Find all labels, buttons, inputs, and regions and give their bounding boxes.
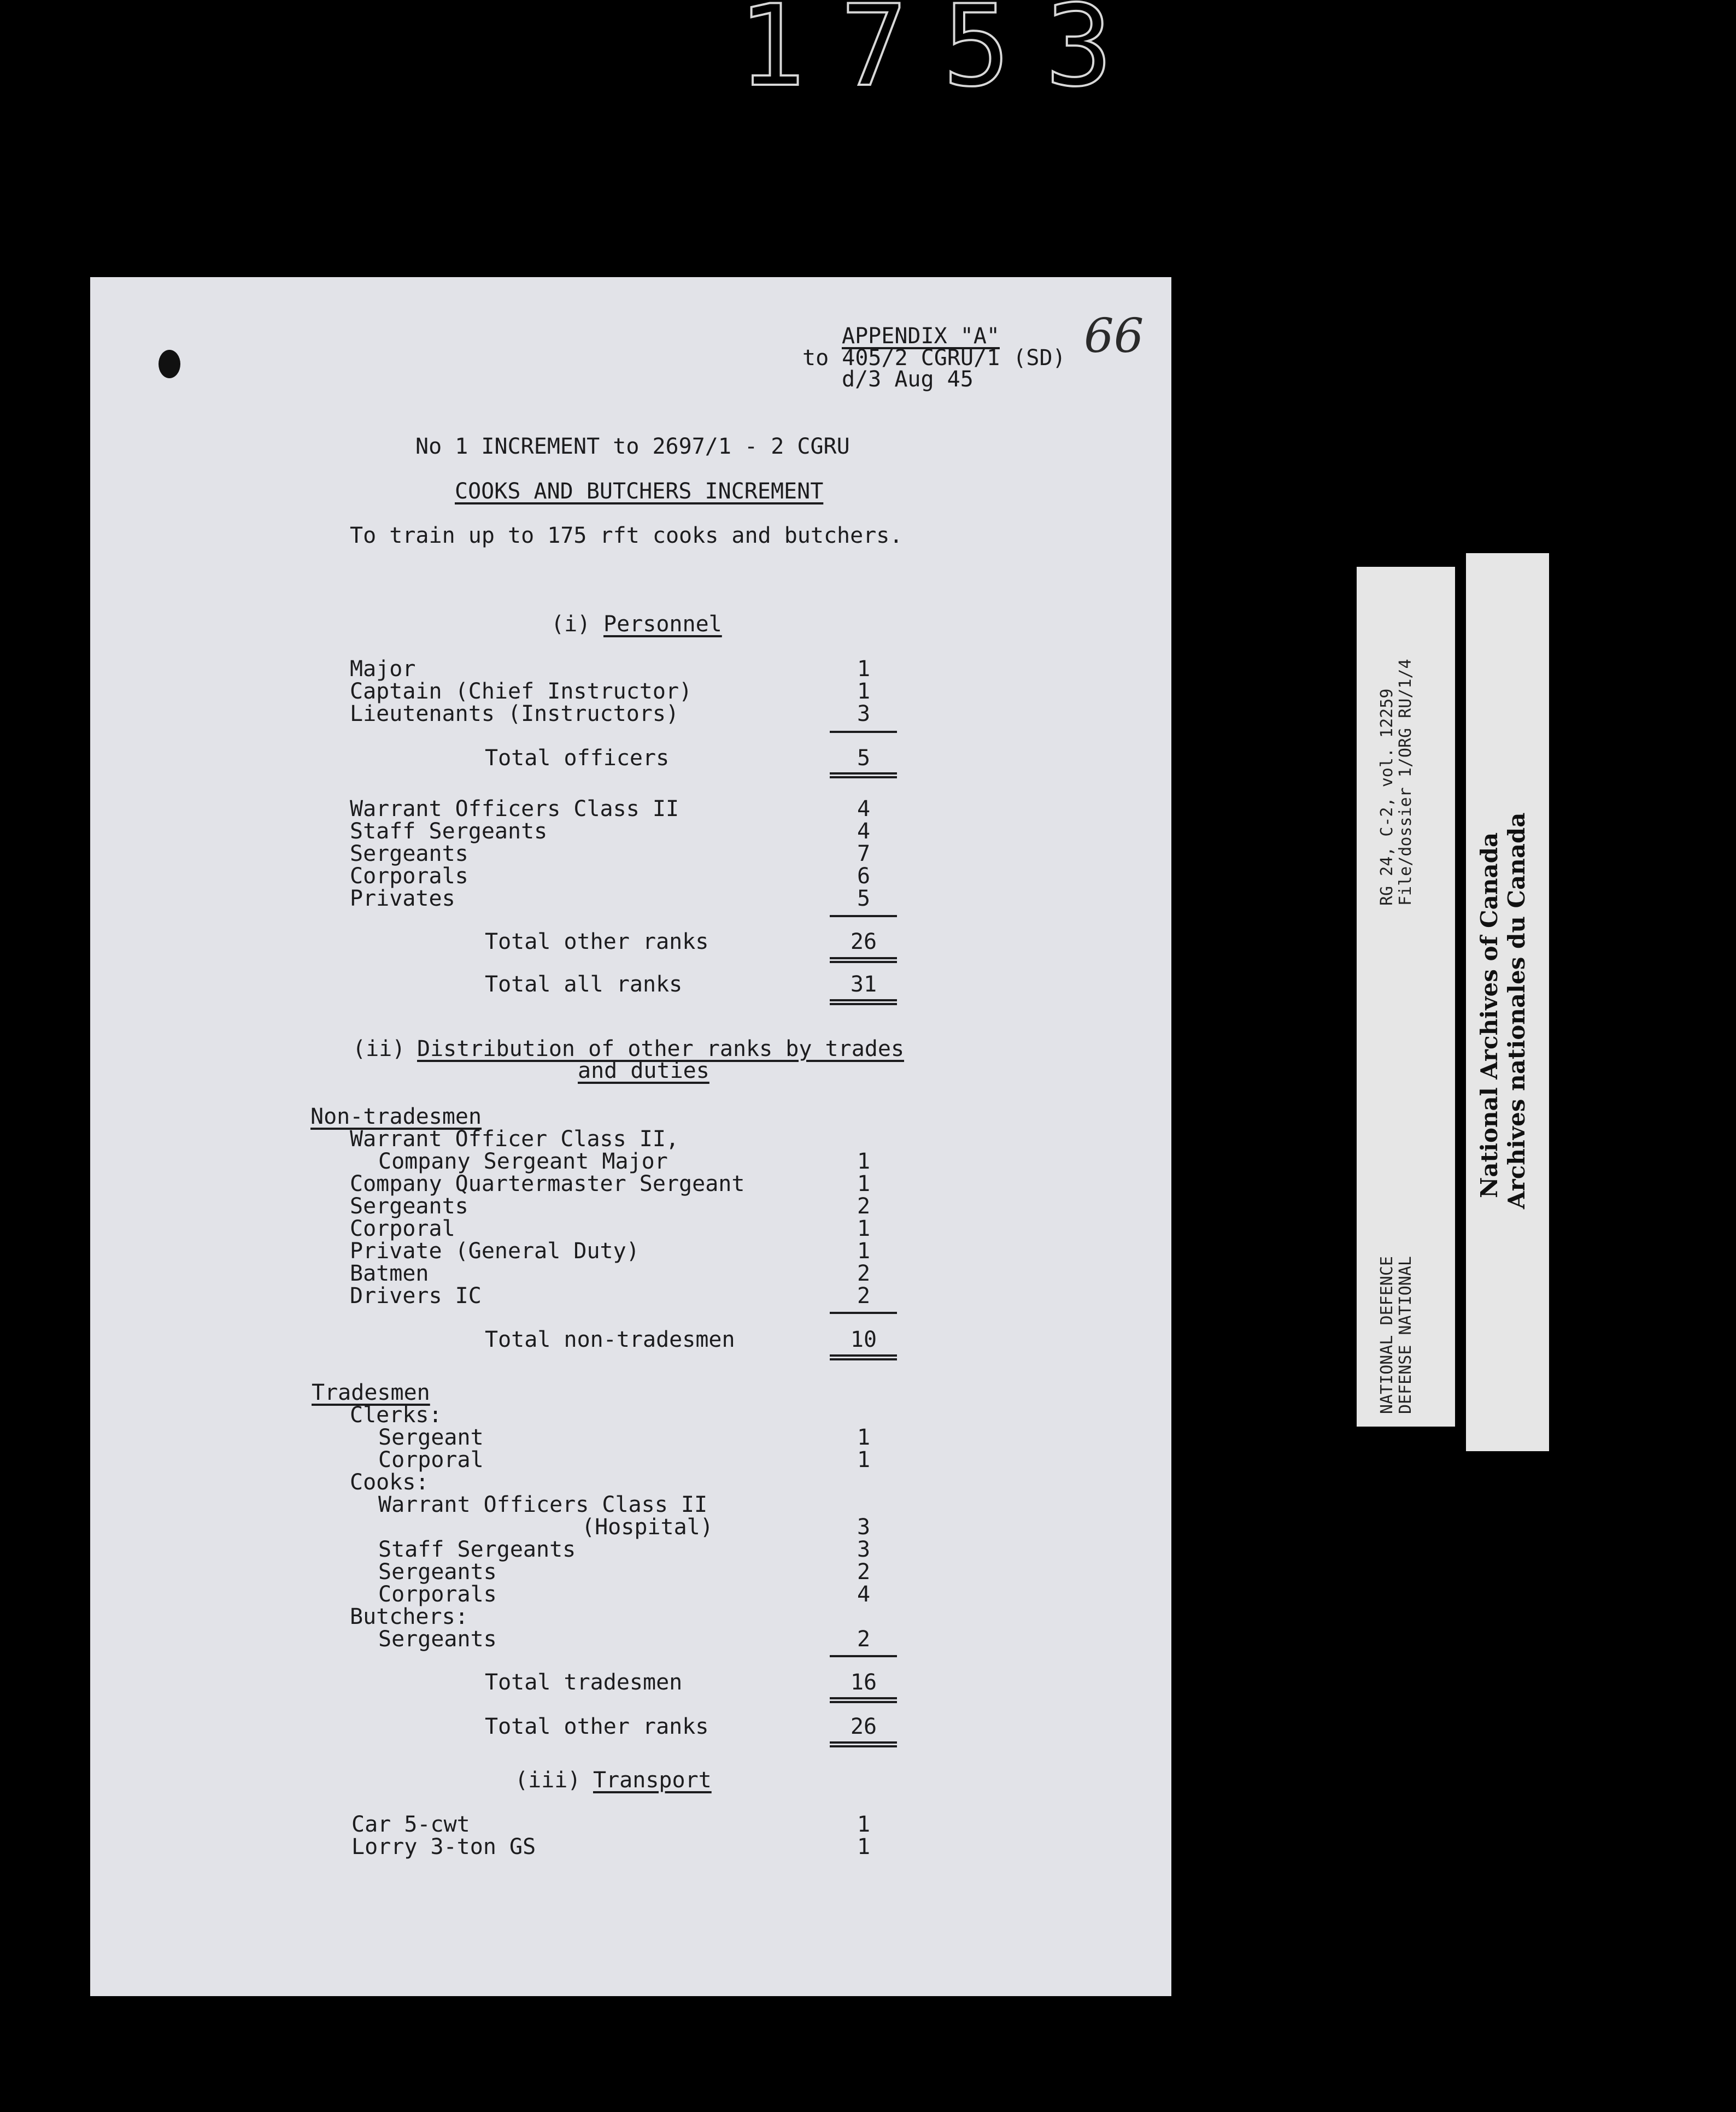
appendix-title: APPENDIX "A" bbox=[842, 324, 1000, 349]
total-value: 16 bbox=[850, 1670, 877, 1695]
total-label: Total officers bbox=[485, 746, 670, 771]
archive-reference-tag bbox=[1357, 567, 1455, 1427]
total-value: 26 bbox=[850, 1714, 877, 1739]
total-double-rule bbox=[830, 1697, 897, 1703]
total-double-rule bbox=[830, 999, 897, 1005]
row-label: Major bbox=[350, 656, 416, 682]
row-label: Corporal bbox=[378, 1447, 484, 1472]
row-value: 1 bbox=[857, 1834, 871, 1859]
row-label: Corporals bbox=[378, 1582, 497, 1607]
sum-rule bbox=[830, 1312, 897, 1314]
archives-name-fr: Archives nationales du Canada bbox=[1503, 812, 1530, 1209]
archive-ref-line2: File/dossier 1/ORG RU/1/4 bbox=[1396, 659, 1415, 906]
increment-subtitle: COOKS AND BUTCHERS INCREMENT bbox=[455, 479, 824, 504]
total-label: Total all ranks bbox=[485, 972, 683, 997]
archive-dept-line1: NATIONAL DEFENCE bbox=[1377, 1256, 1397, 1414]
row-value: 1 bbox=[857, 679, 871, 704]
archive-ref-line1: RG 24, C-2, vol. 12259 bbox=[1377, 688, 1397, 906]
archives-canada-tag bbox=[1466, 553, 1549, 1451]
row-label: Privates bbox=[350, 886, 455, 911]
total-label: Total tradesmen bbox=[485, 1670, 683, 1695]
row-label: Car 5-cwt bbox=[351, 1812, 470, 1837]
row-label: Staff Sergeants bbox=[350, 819, 548, 844]
row-value: 5 bbox=[857, 886, 871, 911]
row-label: Company Sergeant Major bbox=[378, 1149, 668, 1174]
row-label: Sergeants bbox=[350, 841, 468, 866]
increment-purpose: To train up to 175 rft cooks and butchers. bbox=[350, 523, 903, 548]
row-value: 3 bbox=[857, 1515, 871, 1540]
total-label: Total other ranks bbox=[485, 1714, 709, 1739]
distribution-title-line1: Distribution of other ranks by trades bbox=[417, 1036, 905, 1061]
row-label: Drivers IC bbox=[350, 1283, 482, 1309]
row-value: 1 bbox=[857, 1812, 871, 1837]
personnel-title: Personnel bbox=[603, 612, 722, 637]
sum-rule bbox=[830, 915, 897, 917]
row-value: 1 bbox=[857, 1239, 871, 1264]
row-value: 1 bbox=[857, 1216, 871, 1241]
row-value: 2 bbox=[857, 1261, 871, 1286]
cooks-heading: Cooks: bbox=[350, 1470, 429, 1495]
transport-title: Transport bbox=[593, 1768, 712, 1793]
total-value: 5 bbox=[857, 746, 871, 771]
personnel-prefix: (i) bbox=[551, 612, 591, 637]
frame-number: 1753 bbox=[738, 0, 1148, 112]
punch-hole bbox=[159, 350, 180, 378]
row-value: 1 bbox=[857, 1171, 871, 1196]
row-value: 1 bbox=[857, 1149, 871, 1174]
total-label: Total other ranks bbox=[485, 929, 709, 954]
total-double-rule bbox=[830, 1741, 897, 1747]
row-label: Sergeants bbox=[378, 1559, 497, 1585]
appendix-date: d/3 Aug 45 bbox=[842, 367, 973, 392]
row-value: 1 bbox=[857, 1447, 871, 1472]
tradesmen-heading: Tradesmen bbox=[312, 1380, 430, 1405]
sum-rule bbox=[830, 1655, 897, 1657]
total-double-rule bbox=[830, 1354, 897, 1360]
total-value: 31 bbox=[850, 972, 877, 997]
archives-name-en: National Archives of Canada bbox=[1476, 832, 1503, 1198]
archive-dept-line2: DEFENSE NATIONAL bbox=[1396, 1256, 1415, 1414]
sum-rule bbox=[830, 731, 897, 733]
transport-prefix: (iii) bbox=[515, 1768, 581, 1793]
total-double-rule bbox=[830, 957, 897, 963]
total-double-rule bbox=[830, 772, 897, 778]
row-label: Corporals bbox=[350, 864, 468, 889]
row-label: Staff Sergeants bbox=[378, 1537, 576, 1562]
row-label: Captain (Chief Instructor) bbox=[350, 679, 693, 704]
row-label: Sergeants bbox=[378, 1627, 497, 1652]
appendix-ref: to 405/2 CGRU/1 (SD) bbox=[802, 345, 1066, 371]
row-value: 6 bbox=[857, 864, 871, 889]
row-value: 4 bbox=[857, 819, 871, 844]
row-label: Corporal bbox=[350, 1216, 455, 1241]
row-value: 4 bbox=[857, 796, 871, 822]
distribution-title-line2: and duties bbox=[578, 1058, 709, 1083]
row-value: 3 bbox=[857, 1537, 871, 1562]
row-label: (Hospital) bbox=[582, 1515, 713, 1540]
row-value: 2 bbox=[857, 1627, 871, 1652]
row-label: Lieutenants (Instructors) bbox=[350, 701, 679, 726]
row-label: Sergeant bbox=[378, 1425, 484, 1450]
row-value: 1 bbox=[857, 656, 871, 682]
row-label: Company Quartermaster Sergeant bbox=[350, 1171, 745, 1196]
document-page bbox=[90, 277, 1171, 1996]
row-label: Lorry 3-ton GS bbox=[351, 1834, 536, 1859]
row-label: Warrant Officers Class II bbox=[378, 1492, 708, 1517]
total-value: 10 bbox=[850, 1327, 877, 1352]
row-label: Batmen bbox=[350, 1261, 429, 1286]
butchers-heading: Butchers: bbox=[350, 1604, 468, 1629]
row-value: 7 bbox=[857, 841, 871, 866]
row-label: Private (General Duty) bbox=[350, 1239, 640, 1264]
row-value: 1 bbox=[857, 1425, 871, 1450]
row-value: 2 bbox=[857, 1283, 871, 1309]
row-label: Warrant Officer Class II, bbox=[350, 1127, 679, 1152]
total-label: Total non-tradesmen bbox=[485, 1327, 735, 1352]
row-value: 2 bbox=[857, 1194, 871, 1219]
row-value: 3 bbox=[857, 701, 871, 726]
clerks-heading: Clerks: bbox=[350, 1403, 442, 1428]
row-label: Warrant Officers Class II bbox=[350, 796, 679, 822]
distribution-prefix: (ii) bbox=[353, 1036, 406, 1061]
row-value: 4 bbox=[857, 1582, 871, 1607]
row-value: 2 bbox=[857, 1559, 871, 1585]
non-tradesmen-heading: Non-tradesmen bbox=[310, 1104, 482, 1129]
increment-heading: No 1 INCREMENT to 2697/1 - 2 CGRU bbox=[415, 434, 850, 459]
row-label: Sergeants bbox=[350, 1194, 468, 1219]
total-value: 26 bbox=[850, 929, 877, 954]
handwritten-page-number: 66 bbox=[1084, 309, 1144, 363]
